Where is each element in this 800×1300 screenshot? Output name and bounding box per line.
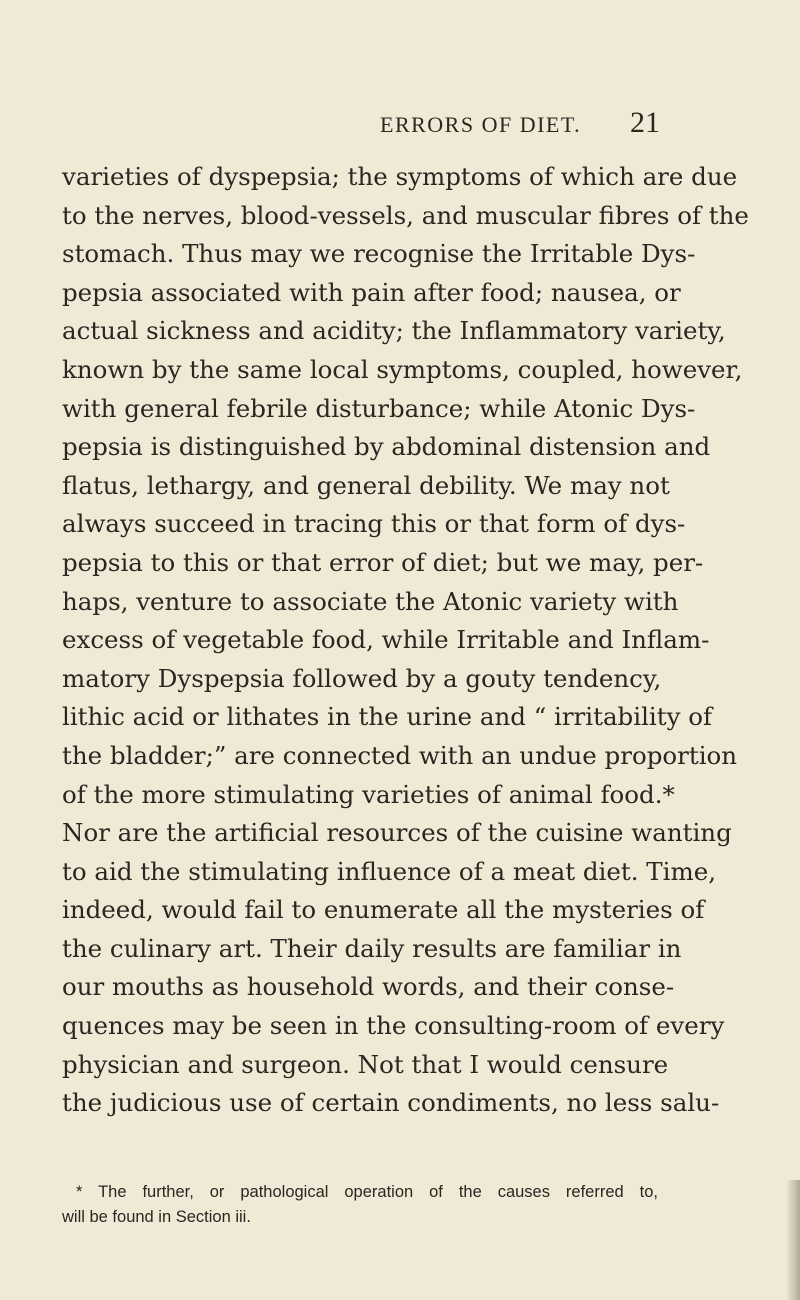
text-line: known by the same local symptoms, coupled, however,: [62, 354, 743, 384]
text-line: physician and surgeon. Not that I would censure: [62, 1049, 669, 1079]
text-line: stomach. Thus may we recognise the Irritable Dys-: [62, 239, 696, 269]
text-line: of the more stimulating varieties of animal food.*: [62, 779, 675, 809]
footnote: [62, 1180, 658, 1230]
text-line: haps, venture to associate the Atonic variety with: [62, 586, 679, 616]
text-line: the bladder;” are connected with an undue proportion: [62, 740, 738, 770]
page-edge-shadow: [786, 1180, 800, 1300]
text-line: quences may be seen in the consulting-room of every: [62, 1011, 725, 1041]
text-line: indeed, would fail to enumerate all the mysteries of: [62, 895, 705, 925]
text-line: Nor are the artificial resources of the cuisine wanting: [62, 818, 732, 848]
body-text: [62, 158, 749, 1123]
text-line: with general febrile disturbance; while Atonic Dys-: [62, 393, 696, 423]
text-line: to aid the stimulating influence of a meat diet. Time,: [62, 856, 716, 886]
text-line: to the nerves, blood-vessels, and muscular fibres of the: [62, 200, 749, 230]
footnote-line: * The further, or pathological operation of the causes referred to,: [76, 1183, 658, 1201]
text-line: the judicious use of certain condiments, no less salu-: [62, 1088, 720, 1118]
text-line: pepsia to this or that error of diet; but we may, per-: [62, 547, 704, 577]
text-line: varieties of dyspepsia; the symptoms of which are due: [62, 162, 738, 191]
text-line: excess of vegetable food, while Irritable and Inflam-: [62, 625, 710, 655]
text-line: pepsia associated with pain after food; nausea, or: [62, 277, 681, 307]
running-head: [0, 106, 800, 152]
text-line: actual sickness and acidity; the Inflammatory variety,: [62, 316, 726, 346]
text-line: flatus, lethargy, and general debility. We may not: [62, 470, 670, 500]
text-line: always succeed in tracing this or that form of dys-: [62, 509, 686, 539]
text-line: pepsia is distinguished by abdominal distension and: [62, 432, 711, 462]
footnote-line: will be found in Section iii.: [62, 1208, 251, 1226]
running-title: ERRORS OF DIET.: [380, 112, 582, 137]
text-line: matory Dyspepsia followed by a gouty tendency,: [62, 663, 662, 693]
text-line: the culinary art. Their daily results are familiar in: [62, 933, 682, 963]
text-line: our mouths as household words, and their conse-: [62, 972, 675, 1002]
page-number: 21: [630, 106, 660, 139]
text-line: lithic acid or lithates in the urine and “ irritability of: [62, 702, 713, 732]
